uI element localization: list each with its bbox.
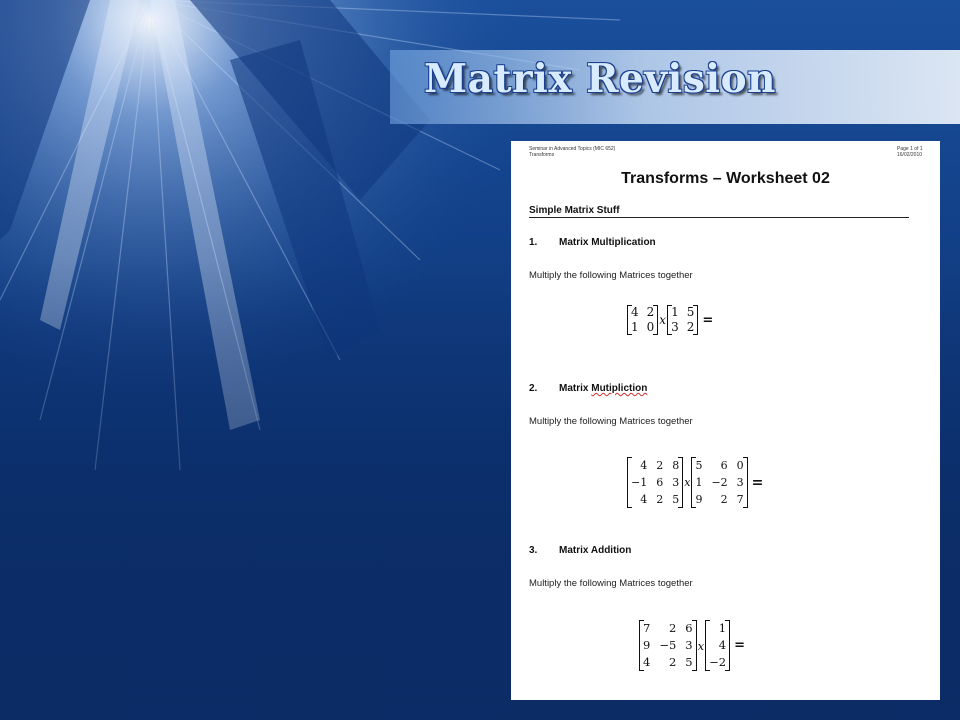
question-title: Matrix Addition — [559, 545, 632, 556]
matrix-cell: 6 — [656, 476, 664, 489]
question-title-prefix: Matrix — [559, 383, 592, 394]
matrix-cell: 1 — [718, 621, 727, 635]
matrix-cell: 3 — [671, 320, 679, 334]
equals-sign: = — [702, 312, 714, 328]
matrix — [667, 305, 698, 335]
question-number: 3. — [529, 545, 538, 556]
question-1-expression — [627, 305, 713, 335]
matrix-cell: 2 — [646, 305, 655, 319]
multiply-operator: x — [659, 313, 667, 327]
matrix — [627, 457, 683, 508]
question-1-instruction: Multiply the following Matrices together — [529, 270, 693, 281]
question-1-heading — [529, 237, 656, 248]
matrix-cell: 2 — [668, 621, 677, 635]
matrix-cell: 2 — [720, 493, 728, 506]
matrix-cell: 5 — [672, 493, 680, 506]
matrix-cell: 4 — [631, 305, 639, 319]
question-2-heading — [529, 383, 647, 394]
question-3-expression — [639, 620, 745, 671]
question-number: 1. — [529, 237, 538, 248]
matrix-cell: 1 — [671, 305, 679, 319]
matrix-cell: 7 — [643, 621, 651, 635]
matrix-cell: 2 — [686, 320, 695, 334]
matrix-cell: 5 — [686, 305, 695, 319]
matrix — [705, 620, 730, 671]
matrix-cell: 6 — [685, 621, 693, 635]
section-divider — [529, 217, 909, 218]
matrix-cell: 4 — [640, 493, 648, 506]
matrix — [691, 457, 747, 508]
question-3-heading — [529, 545, 631, 556]
matrix-cell: −1 — [631, 476, 648, 489]
worksheet-title: Transforms – Worksheet 02 — [621, 170, 830, 187]
matrix-cell: 7 — [736, 493, 744, 506]
matrix-cell: 4 — [718, 638, 727, 652]
matrix-cell: 5 — [685, 655, 693, 669]
header-topic-line: Transforms — [529, 152, 555, 158]
matrix-cell: −5 — [659, 638, 677, 652]
matrix-cell: 0 — [646, 320, 655, 334]
multiply-operator: x — [697, 638, 705, 653]
equals-sign: = — [751, 474, 764, 491]
matrix-cell: 2 — [656, 493, 664, 506]
header-course-line: Seminar in Advanced Topics (MIC 652) — [529, 146, 616, 152]
matrix-cell: −2 — [709, 655, 727, 669]
matrix-cell: 1 — [631, 320, 639, 334]
matrix-cell: 8 — [672, 459, 680, 472]
matrix-cell: 6 — [720, 459, 728, 472]
worksheet-header-right — [897, 146, 923, 158]
matrix-cell: 3 — [685, 638, 693, 652]
matrix — [639, 620, 697, 671]
header-date-line: 16/02/2010 — [897, 152, 923, 158]
worksheet-image — [511, 141, 940, 700]
question-title: Matrix Multiplication — [559, 237, 656, 248]
question-2-expression — [627, 457, 763, 508]
equals-sign: = — [734, 638, 745, 653]
question-3-instruction: Multiply the following Matrices together — [529, 578, 693, 589]
matrix-cell: 3 — [736, 476, 744, 489]
section-heading: Simple Matrix Stuff — [529, 205, 620, 216]
slide-title: Matrix Revision — [424, 56, 776, 102]
question-number: 2. — [529, 383, 538, 394]
matrix-cell: 1 — [695, 476, 703, 489]
matrix-cell: 9 — [643, 638, 651, 652]
matrix-cell: 3 — [672, 476, 680, 489]
matrix-cell: 0 — [736, 459, 744, 472]
matrix-cell: 5 — [695, 459, 703, 472]
question-2-instruction: Multiply the following Matrices together — [529, 416, 693, 427]
matrix-cell: 4 — [643, 655, 651, 669]
matrix-cell: −2 — [711, 476, 728, 489]
question-title-misspelled-word: Mutipliction — [591, 383, 648, 394]
matrix-cell: 2 — [656, 459, 664, 472]
matrix-cell: 2 — [668, 655, 677, 669]
header-page-line: Page 1 of 1 — [897, 146, 923, 152]
matrix-cell: 4 — [640, 459, 648, 472]
worksheet-header-left — [529, 146, 615, 158]
matrix-cell: 9 — [695, 493, 703, 506]
matrix — [627, 305, 658, 335]
multiply-operator: x — [684, 476, 691, 489]
